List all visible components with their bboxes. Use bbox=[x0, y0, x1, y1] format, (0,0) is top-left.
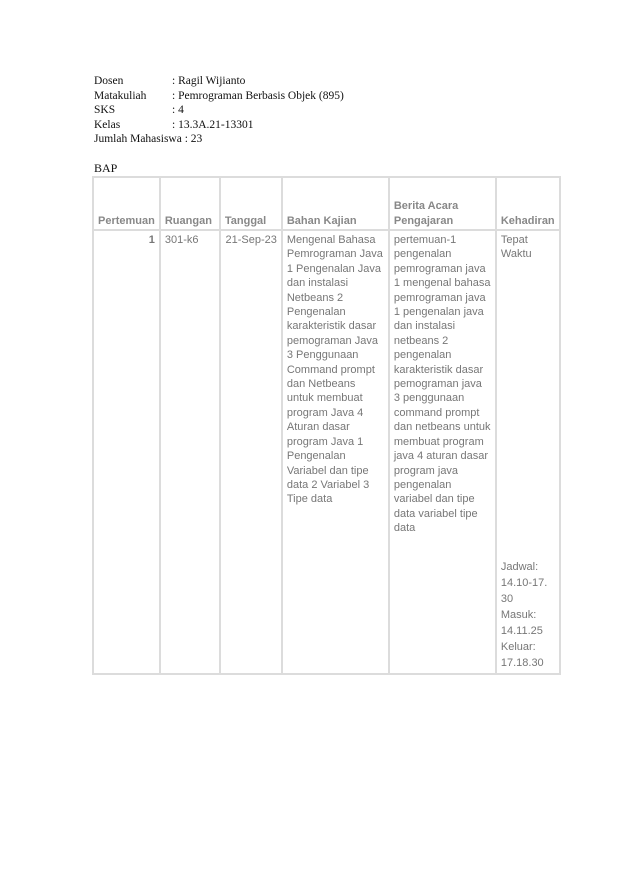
bap-table bbox=[92, 176, 561, 675]
keluar-value: 17.18.30 bbox=[500, 657, 544, 669]
table-header bbox=[93, 177, 560, 230]
attendance-times bbox=[501, 559, 551, 671]
cell-bahan-kajian: Mengenal Bahasa Pemrograman Java 1 Pengenalan Java dan instalasi Netbeans 2 Pengenalan karakteristik dasar pemograman Java 3 Penggunaan Command prompt dan Netbeans untuk membuat program Java 4 Aturan dasar program Java 1 Pengenalan Variabel dan tipe data 2 Variabel 3 Tipe data bbox=[282, 230, 389, 674]
kelas-label: Kelas bbox=[94, 118, 121, 131]
dosen-value: : Ragil Wijianto bbox=[172, 75, 246, 87]
header-bahan-kajian: Bahan Kajian bbox=[282, 177, 389, 230]
sks-value: : 4 bbox=[172, 104, 184, 117]
course-info bbox=[94, 74, 344, 147]
matakuliah-label: Matakuliah bbox=[94, 89, 147, 102]
header-berita-acara: Berita Acara Pengajaran bbox=[389, 177, 496, 230]
cell-pertemuan: 1 bbox=[93, 230, 160, 674]
table-row bbox=[93, 230, 560, 674]
dosen-label: Dosen bbox=[94, 75, 124, 87]
matakuliah-value: : Pemrograman Berbasis Objek (895) bbox=[172, 89, 344, 102]
bap-title: BAP bbox=[94, 161, 118, 175]
jumlah-mahasiswa: Jumlah Mahasiswa : 23 bbox=[94, 133, 203, 146]
header-row bbox=[93, 177, 560, 230]
jadwal-value: 14.10-17.30 bbox=[500, 577, 548, 605]
masuk-value: 14.11.25 bbox=[500, 625, 543, 637]
masuk-label: Masuk: bbox=[500, 609, 537, 621]
kehadiran-status: Tepat Waktu bbox=[500, 234, 532, 261]
dosen-row bbox=[94, 74, 344, 89]
keluar-label: Keluar: bbox=[500, 641, 536, 653]
header-ruangan: Ruangan bbox=[160, 177, 220, 230]
cell-ruangan: 301-k6 bbox=[160, 230, 220, 674]
kelas-value: : 13.3A.21-13301 bbox=[172, 118, 254, 131]
sks-row bbox=[94, 103, 344, 118]
cell-tanggal: 21-Sep-23 bbox=[220, 230, 282, 674]
jadwal-label: Jadwal: bbox=[500, 561, 539, 573]
matakuliah-row bbox=[94, 89, 344, 104]
header-pertemuan: Pertemuan bbox=[93, 177, 160, 230]
kelas-row bbox=[94, 118, 344, 133]
sks-label: SKS bbox=[94, 104, 116, 117]
header-tanggal: Tanggal bbox=[220, 177, 282, 230]
cell-berita-acara: pertemuan-1 pengenalan pemrograman java 1 mengenal bahasa pemrograman java 1 pengenalan java dan instalasi netbeans 2 pengenalan karakteristik dasar pemograman java 3 penggunaan command prompt dan netbeans untuk membuat program java 4 aturan dasar program java pengenalan variabel dan tipe data variabel tipe data bbox=[389, 230, 496, 674]
header-kehadiran: Kehadiran bbox=[496, 177, 560, 230]
cell-kehadiran bbox=[496, 230, 560, 674]
